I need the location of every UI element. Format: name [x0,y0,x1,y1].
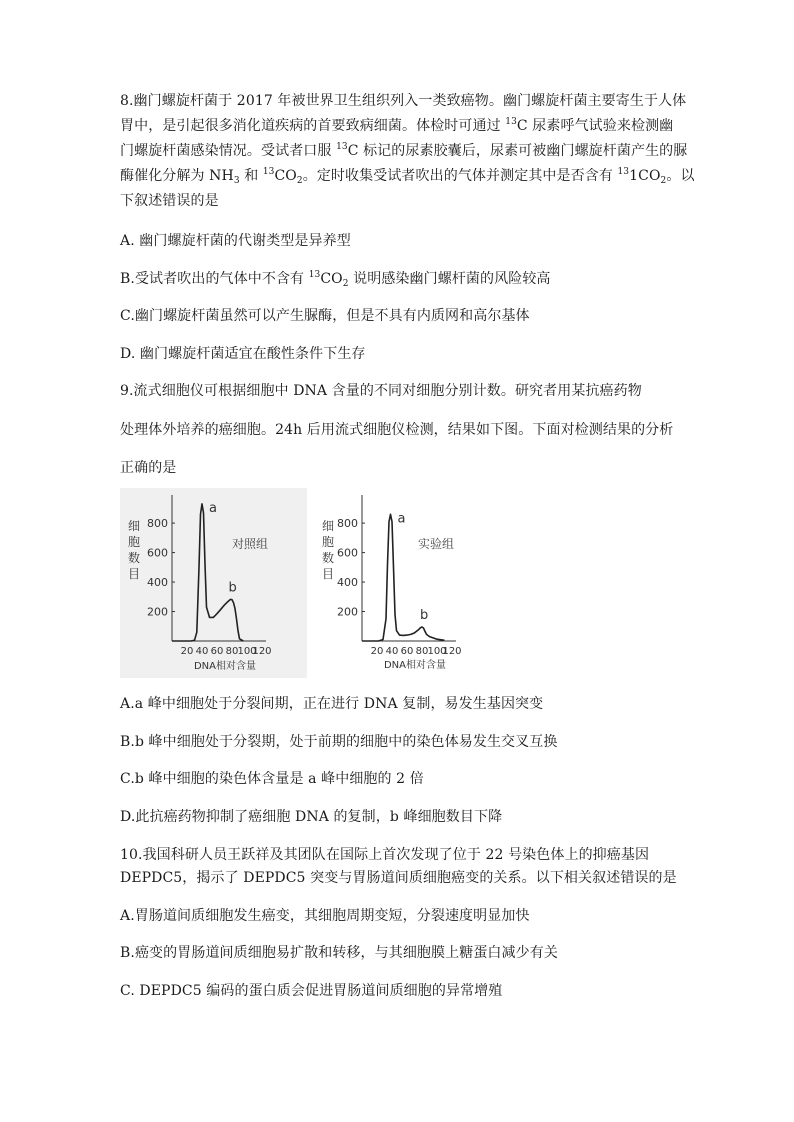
q9-option-a: A.a 峰中细胞处于分裂间期，正在进行 DNA 复制，易发生基因突变 [120,696,544,712]
q8-option-a: A. 幽门螺旋杆菌的代谢类型是异养型 [120,233,351,249]
flow-cytometry-charts [120,488,686,678]
experiment-x-tick-label: 20 [370,646,384,657]
experiment-y-axis-label-char: 胞 [321,535,335,549]
control-x-tick-label: 40 [195,646,209,657]
control-y-tick-label: 200 [147,605,168,619]
control-x-tick-label: 60 [210,646,224,657]
q8-stem-line-3: 门螺旋杆菌感染情况。受试者口服 $^{13}$C 标记的尿素胶囊后，尿素可被幽门螺旋杆菌产生的脲 [120,142,688,159]
control-x-tick-label: 120 [252,646,272,657]
experiment-y-axis-label-char: 数 [321,551,335,565]
control-distribution-curve [172,504,243,641]
experiment-peak-a-label: a [397,511,406,527]
q9-option-c: C.b 峰中细胞的染色体含量是 a 峰中细胞的 2 倍 [120,771,424,787]
control-y-tick-label: 800 [147,517,168,531]
q9-figure [120,488,686,678]
control-y-axis-label-char: 数 [127,551,141,565]
experiment-y-axis-label-char: 细 [321,519,335,533]
q8-option-d: D. 幽门螺旋杆菌适宜在酸性条件下生存 [120,346,366,362]
experiment-x-tick-label: 40 [385,646,399,657]
q10-option-a: A.胃肠道间质细胞发生癌变，其细胞周期变短，分裂速度明显加快 [120,908,530,924]
q9-option-d: D.此抗癌药物抑制了癌细胞 DNA 的复制，b 峰细胞数目下降 [120,809,503,825]
experiment-peak-b-label: b [420,608,429,623]
control-y-axis-label-char: 细 [127,519,141,533]
q10-stem-line-1: 10.我国科研人员王跃祥及其团队在国际上首次发现了位于 22 号染色体上的抑癌基因 [120,847,650,863]
q8-stem-line-1: 8.幽门螺旋杆菌于 2017 年被世界卫生组织列入一类致癌物。幽门螺旋杆菌主要寄生于人体 [120,93,687,109]
experiment-x-axis-label: DNA相对含量 [383,660,447,671]
experiment-x-tick-label: 100 [427,646,447,657]
experiment-x-tick-label: 80 [415,646,429,657]
control-chart-title: 对照组 [232,537,269,551]
q9-stem-line-2: 处理体外培养的癌细胞。24h 后用流式细胞仪检测，结果如下图。下面对检测结果的分析 [120,422,674,438]
experiment-y-tick-label: 400 [337,576,358,590]
q8-stem-line-4: 酶催化分解为 $NH_3$ 和 $^{13}CO_2$。定时收集受试者吹出的气体并测定其中是否含有 $^{13}1CO_2$。以 [120,167,695,186]
control-y-axis-label-char: 胞 [127,535,141,549]
experiment-y-tick-label: 800 [337,517,358,531]
experiment-x-tick-label: 60 [400,646,414,657]
experiment-chart-title: 实验组 [418,537,455,551]
control-y-axis-label-char: 目 [127,567,141,581]
q10-option-c: C. DEPDC5 编码的蛋白质会促进胃肠道间质细胞的异常增殖 [120,983,503,999]
q9-stem-line-3: 正确的是 [120,460,177,476]
control-peak-a-label: a [209,500,217,516]
control-x-tick-label: 80 [225,646,239,657]
q8-option-b: B.受试者吹出的气体中不含有 $^{13}CO_2$ 说明感染幽门螺杆菌的风险较高 [120,270,551,289]
q9-option-b: B.b 峰中细胞处于分裂期，处于前期的细胞中的染色体易发生交叉互换 [120,734,558,750]
q8-stem-line-2: 胃中，是引起很多消化道疾病的首要致病细菌。体检时可通过 $^{13}$C 尿素呼气试验来检测幽 [120,117,674,134]
control-x-tick-label: 20 [180,646,194,657]
experiment-x-tick-label: 120 [442,646,462,657]
q10-option-b: B.癌变的胃肠道间质细胞易扩散和转移，与其细胞膜上糖蛋白减少有关 [120,945,558,961]
q10-stem-line-2: DEPDC5，揭示了 DEPDC5 突变与胃肠道间质细胞癌变的关系。以下相关叙述错误的是 [120,870,677,886]
q8-stem-line-5: 下叙述错误的是 [120,193,219,209]
control-y-tick-label: 600 [147,546,168,560]
experiment-y-axis-label-char: 目 [321,567,335,581]
q8-option-c: C.幽门螺旋杆菌虽然可以产生脲酶，但是不具有内质网和高尔基体 [120,308,530,324]
q9-stem-line-1: 9.流式细胞仪可根据细胞中 DNA 含量的不同对细胞分别计数。研究者用某抗癌药物 [120,383,642,399]
control-peak-b-label: b [228,580,237,596]
experiment-y-tick-label: 600 [337,546,358,560]
experiment-distribution-curve [362,514,445,641]
control-x-tick-label: 100 [237,646,257,657]
experiment-y-tick-label: 200 [337,605,358,619]
control-y-tick-label: 400 [147,576,168,590]
control-x-axis-label: DNA相对含量 [193,661,257,672]
